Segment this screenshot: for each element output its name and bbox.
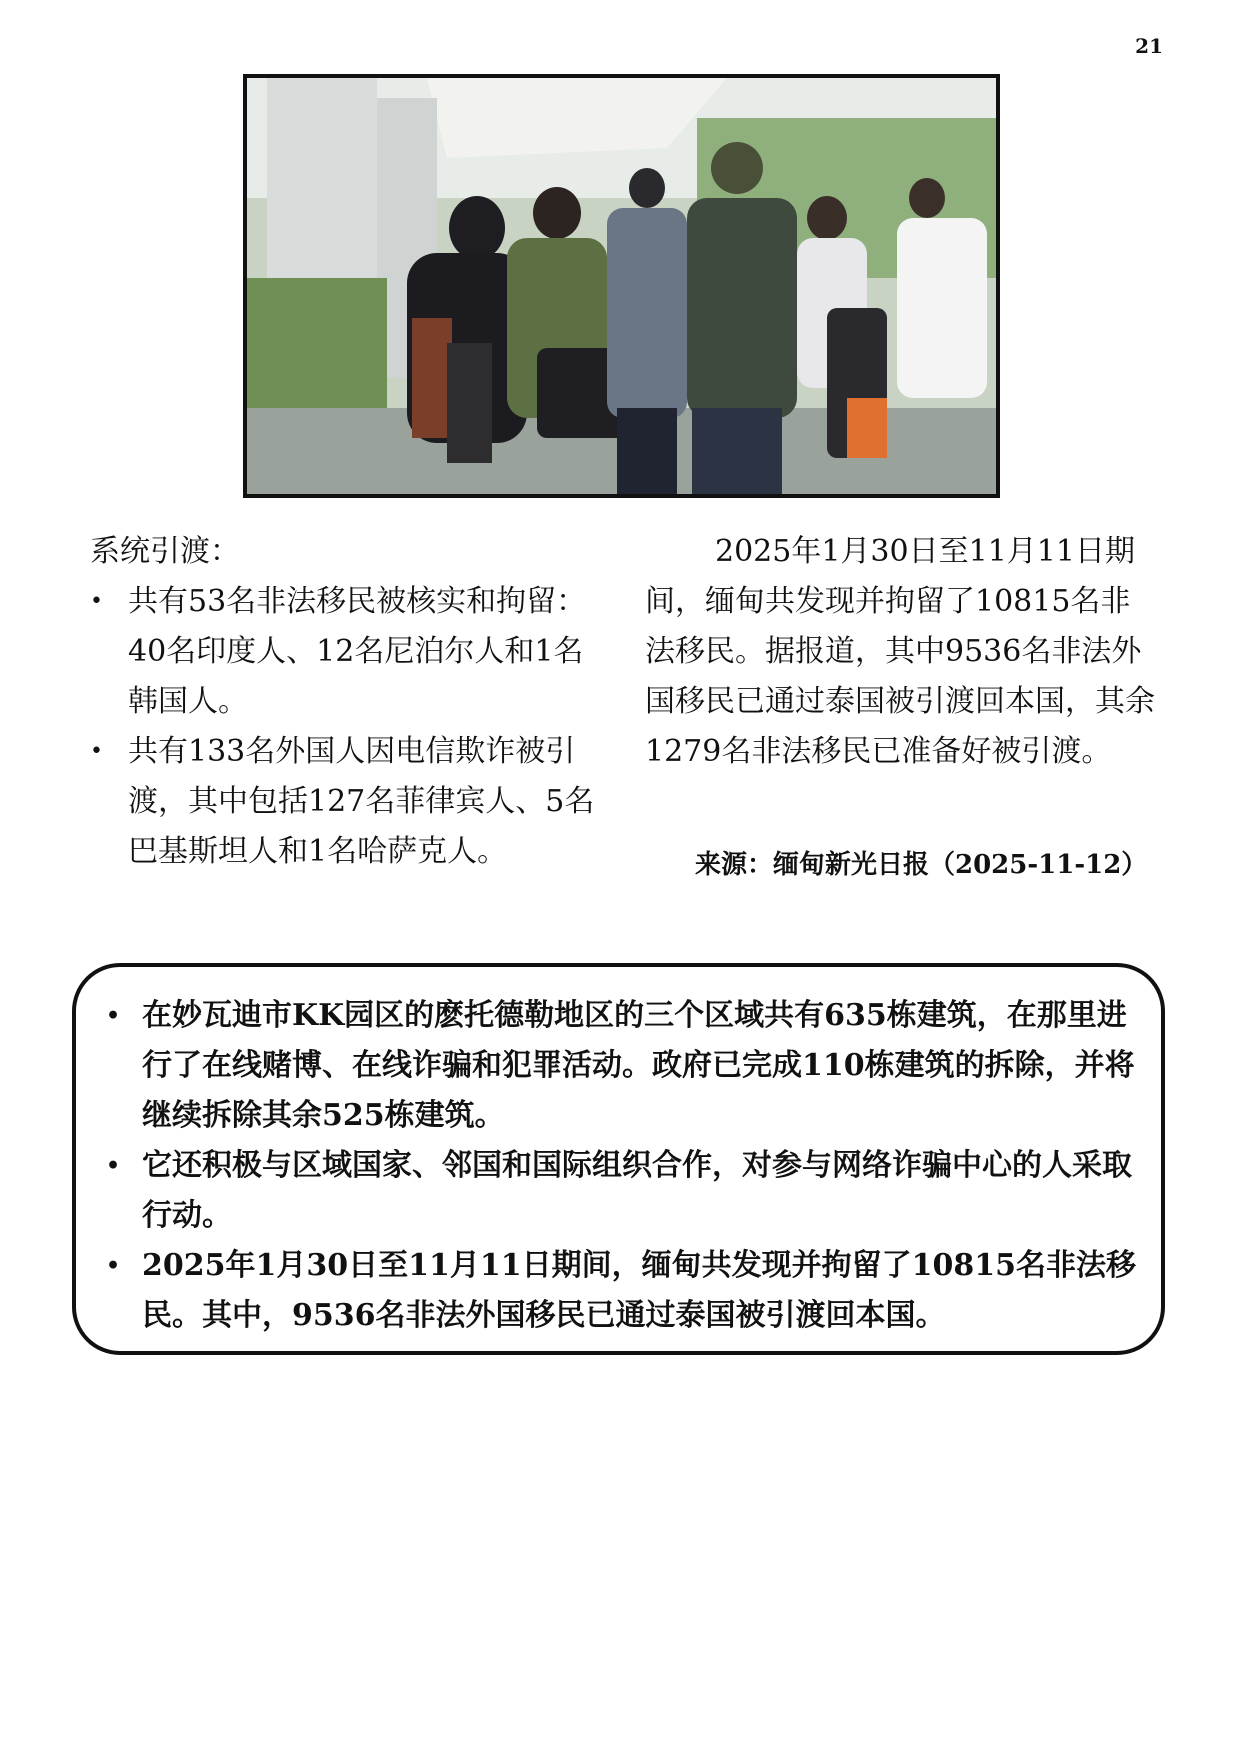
news-photo <box>243 74 1000 498</box>
box-bullet-list <box>106 991 1137 1341</box>
list-item: • 它还积极与区域国家、邻国和国际组织合作，对参与网络诈骗中心的人采取行动。 <box>106 1141 1137 1241</box>
left-bullet-list <box>90 577 610 877</box>
list-item: • 共有53名非法移民被核实和拘留：40名印度人、12名尼泊尔人和1名韩国人。 <box>90 577 610 727</box>
left-column <box>90 527 610 877</box>
summary-paragraph: 2025年1月30日至11月11日期间，缅甸共发现并拘留了10815名非法移民。据报道，其中9536名非法外国移民已通过泰国被引渡回本国，其余1279名非法移民已准备好被引渡。 <box>645 534 1155 769</box>
source-citation: 来源：缅甸新光日报（2025-11-12） <box>695 850 1148 880</box>
photo-illustration <box>247 78 996 494</box>
list-item: • 在妙瓦迪市KK园区的麽托德勒地区的三个区域共有635栋建筑，在那里进行了在线赌博、在线诈骗和犯罪活动。政府已完成110栋建筑的拆除，并将继续拆除其余525栋建筑。 <box>106 991 1137 1141</box>
page-number: 21 <box>1135 34 1163 58</box>
list-item: • 2025年1月30日至11月11日期间，缅甸共发现并拘留了10815名非法移民。其中，9536名非法外国移民已通过泰国被引渡回本国。 <box>106 1241 1137 1341</box>
right-column <box>645 527 1155 777</box>
highlight-box <box>72 963 1165 1355</box>
section-heading: 系统引渡： <box>90 534 240 569</box>
list-item: • 共有133名外国人因电信欺诈被引渡，其中包括127名菲律宾人、5名巴基斯坦人和1名哈萨克人。 <box>90 727 610 877</box>
